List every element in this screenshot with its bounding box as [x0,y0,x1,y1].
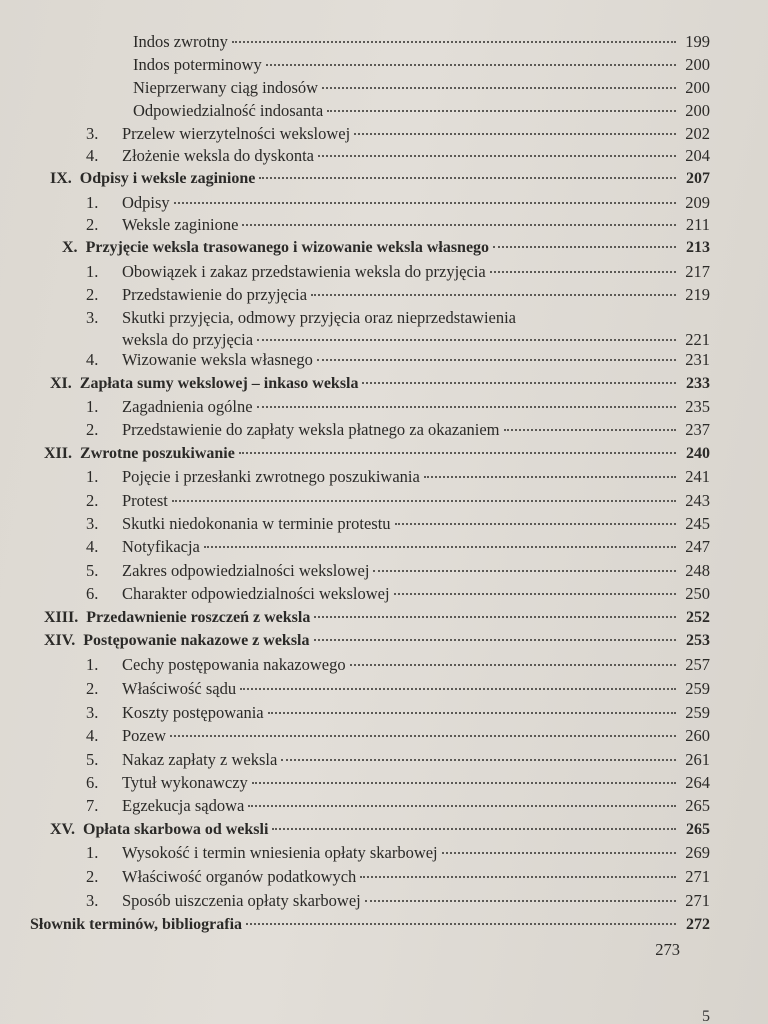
toc-entry-title: Skutki przyjęcia, odmowy przyjęcia oraz nieprzedstawienia [122,308,517,327]
toc-dot-leader [365,900,676,902]
toc-entry-title: Cechy postępowania nakazowego [122,655,346,674]
toc-entry-page: 260 [685,726,710,745]
toc-entry[interactable] [133,99,710,123]
toc-entry-page: 213 [686,239,710,256]
toc-entry-title: Odpowiedzialność indosanta [133,101,324,120]
toc-entry[interactable] [86,144,710,168]
toc-entry-number: 1. [86,397,99,416]
toc-entry-page: 252 [686,609,710,626]
toc-entry-number: XV. [50,821,76,838]
toc-entry-number: 2. [86,285,99,304]
toc-entry-page: 257 [685,655,710,674]
toc-entry[interactable] [133,30,710,54]
toc-entry-number: 1. [86,655,99,674]
toc-entry-page: 259 [685,679,710,698]
toc-entry-page: 265 [685,796,710,815]
toc-chapter[interactable] [50,372,710,396]
toc-entry-page: 247 [685,537,710,556]
toc-entry[interactable] [86,865,710,889]
toc-entry-title: Notyfikacja [122,537,200,556]
toc-entry-page: 202 [685,124,710,143]
toc-dot-leader [232,41,676,43]
toc-chapter[interactable] [44,629,710,653]
toc-dot-leader [239,452,676,454]
toc-entry-page: 200 [685,101,710,120]
toc-dot-leader [242,224,676,226]
toc-entry-page: 269 [685,843,710,862]
toc-entry-page: 235 [685,397,710,416]
toc-entry-title: Właściwość sądu [122,679,237,698]
toc-entry-page: 271 [685,891,710,910]
toc-dot-leader [170,735,676,737]
toc-entry-number: 6. [86,773,99,792]
toc-dot-leader [268,712,676,714]
toc-entry[interactable] [86,489,710,513]
toc-chapter[interactable] [44,442,710,466]
toc-dot-leader [327,110,676,112]
toc-entry-title: Obowiązek i zakaz przedstawienia weksla do przyjęcia [122,262,486,281]
toc-entry[interactable] [133,76,710,100]
toc-entry[interactable] [86,653,710,677]
toc-entry-number: 3. [86,308,99,327]
toc-dot-leader [314,616,676,618]
toc-entry-title: Przelew wierzytelności wekslowej [122,124,351,143]
toc-entry-page: 273 [655,940,680,959]
toc-entry[interactable] [86,771,710,795]
toc-entry-number: 4. [86,726,99,745]
toc-entry-number: 4. [86,537,99,556]
toc-dot-leader [350,664,676,666]
toc-entry-number: 1. [86,193,99,212]
toc-entry-number: 1. [86,262,99,281]
toc-entry-number: 2. [86,420,99,439]
toc-entry[interactable] [86,395,710,419]
toc-dot-leader [311,294,676,296]
toc-entry[interactable] [86,260,710,284]
toc-entry-page: 243 [685,491,710,510]
toc-entry-number: 3. [86,514,99,533]
toc-entry-page: 204 [685,146,710,165]
toc-entry-page: 265 [686,821,710,838]
toc-entry-page: 211 [685,215,710,234]
toc-entry-page: 207 [686,170,710,187]
toc-dot-leader [360,876,676,878]
toc-entry-title: Skutki niedokonania w terminie protestu [122,514,391,533]
toc-entry-title: Tytuł wykonawczy [122,773,248,792]
page-number: 5 [702,1008,710,1024]
toc-dot-leader [424,476,676,478]
toc-entry-page: 240 [686,445,710,462]
toc-entry-title: Charakter odpowiedzialności wekslowej [122,584,390,603]
toc-entry-title: Wysokość i termin wniesienia opłaty skarbowej [122,843,438,862]
toc-entry-page: 241 [685,467,710,486]
toc-entry[interactable] [86,724,710,748]
toc-entry-number: 2. [86,679,99,698]
toc-chapter[interactable] [62,236,710,260]
toc-entry-page: 272 [686,916,710,933]
toc-entry[interactable] [86,191,710,215]
toc-entry-title: Słownik terminów, bibliografia [30,916,243,933]
toc-dot-leader [395,523,676,525]
toc-entry-number: 1. [86,843,99,862]
toc-entry-page: 231 [685,350,710,369]
toc-entry-page: 264 [685,773,710,792]
toc-entry-number: X. [62,239,78,256]
toc-entry-number: 7. [86,796,99,815]
toc-dot-leader [490,271,676,273]
toc-entry-title: Opłata skarbowa od weksli [83,821,269,838]
toc-entry[interactable] [86,306,710,330]
toc-entry-page: 209 [685,193,710,212]
toc-chapter[interactable] [44,606,710,630]
toc-dot-leader [373,570,676,572]
toc-entry[interactable] [86,213,710,237]
toc-entry-page: 200 [685,78,710,97]
toc-dot-leader [252,782,676,784]
toc-dot-leader [248,805,676,807]
toc-entry[interactable] [86,348,710,372]
toc-dot-leader [314,639,677,641]
toc-entry-number: XIII. [44,609,79,626]
toc-entry-page: 237 [685,420,710,439]
toc-entry[interactable] [86,512,710,536]
toc-entry-title: Nakaz zapłaty z weksla [122,750,278,769]
toc-entry-number: XIV. [44,632,76,649]
toc-entry-page: 245 [685,514,710,533]
toc-dot-leader [504,429,676,431]
toc-entry-title: Właściwość organów podatkowych [122,867,357,886]
toc-dot-leader [204,546,676,548]
toc-chapter[interactable] [30,913,710,937]
toc-entry-title: Koszty postępowania [122,703,264,722]
toc-entry-number: 2. [86,867,99,886]
toc-chapter[interactable] [50,167,710,191]
toc-entry-page: 271 [685,867,710,886]
toc-entry-title: Odpisy i weksle zaginione [79,170,256,187]
toc-entry-page: 217 [685,262,710,281]
toc-entry-page: 233 [686,375,710,392]
toc-entry-title: Protest [122,491,168,510]
toc-entry-page: 200 [685,55,710,74]
toc-entry[interactable] [86,841,710,865]
toc-dot-leader [281,759,676,761]
toc-entry-title: Nieprzerwany ciąg indosów [133,78,319,97]
toc-entry-number: 1. [86,467,99,486]
toc-dot-leader [259,177,676,179]
toc-dot-leader [442,852,676,854]
toc-dot-leader [317,359,676,361]
toc-trailing-page [650,938,710,962]
toc-entry-number: XII. [44,445,73,462]
toc-entry-number: IX. [50,170,72,187]
toc-entry[interactable] [86,418,710,442]
toc-dot-leader [354,133,676,135]
toc-entry-title-continued: weksla do przyjęcia [122,330,254,349]
toc-entry-number: 6. [86,584,99,603]
toc-entry-title: Przedstawienie do zapłaty weksla płatnego za okazaniem [122,420,500,439]
toc-dot-leader [174,202,676,204]
toc-entry-title: Złożenie weksla do dyskonta [122,146,314,165]
toc-entry-title: Zapłata sumy wekslowej – inkaso weksla [79,375,359,392]
toc-entry[interactable] [133,53,710,77]
toc-entry-number: 2. [86,215,99,234]
toc-entry[interactable] [86,582,710,606]
toc-entry-page: 250 [685,584,710,603]
toc-entry[interactable] [86,748,710,772]
toc-entry-title: Weksle zaginione [122,215,239,234]
toc-entry[interactable] [86,535,710,559]
toc-entry-number: 4. [86,350,99,369]
toc-dot-leader [318,155,676,157]
toc-dot-leader [272,828,676,830]
toc-dot-leader [246,923,676,925]
toc-entry-title: Sposób uiszczenia opłaty skarbowej [122,891,361,910]
toc-chapter[interactable] [50,818,710,842]
toc-dot-leader [322,87,676,89]
toc-entry-title: Zakres odpowiedzialności wekslowej [122,561,370,580]
toc-entry-number: 3. [86,124,99,143]
toc-entry-title: Odpisy [122,193,170,212]
toc-entry-page: 259 [685,703,710,722]
toc-dot-leader [394,593,676,595]
toc-dot-leader [257,406,676,408]
toc-dot-leader [493,246,676,248]
toc-dot-leader [257,339,676,341]
toc-entry-title: Przedstawienie do przyjęcia [122,285,308,304]
toc-dot-leader [240,688,676,690]
toc-entry-title: Pojęcie i przesłanki zwrotnego poszukiwania [122,467,420,486]
toc-entry-number: XI. [50,375,72,392]
toc-entry-title: Wizowanie weksla własnego [122,350,313,369]
toc-entry-page: 219 [685,285,710,304]
toc-entry[interactable] [86,283,710,307]
toc-entry-title: Indos poterminowy [133,55,262,74]
toc-entry-page: 199 [685,32,710,51]
toc-entry-title: Egzekucja sądowa [122,796,245,815]
toc-entry-title: Indos zwrotny [133,32,228,51]
toc-entry[interactable] [86,677,710,701]
toc-entry-page: 253 [686,632,710,649]
toc-entry[interactable] [86,559,710,583]
toc-dot-leader [172,500,676,502]
toc-entry-title: Przyjęcie weksla trasowanego i wizowanie weksla własnego [85,239,490,256]
toc-entry-title: Zagadnienia ogólne [122,397,253,416]
toc-dot-leader [362,382,676,384]
toc-entry-page: 221 [685,330,710,349]
toc-entry[interactable] [86,122,710,146]
toc-entry-number: 5. [86,561,99,580]
toc-entry-number: 2. [86,491,99,510]
toc-entry-page: 248 [685,561,710,580]
toc-entry-page: 261 [685,750,710,769]
toc-entry[interactable] [86,465,710,489]
toc-entry[interactable] [86,889,710,913]
toc-entry-title: Pozew [122,726,166,745]
toc-entry-number: 3. [86,891,99,910]
toc-entry-title: Zwrotne poszukiwanie [80,445,235,462]
toc-entry-number: 5. [86,750,99,769]
toc-dot-leader [266,64,676,66]
toc-entry-number: 3. [86,703,99,722]
toc-entry-title: Przedawnienie roszczeń z weksla [86,609,311,626]
toc-entry[interactable] [86,794,710,818]
toc-entry-title: Postępowanie nakazowe z weksla [83,632,310,649]
toc-entry[interactable] [86,701,710,725]
toc-entry-number: 4. [86,146,99,165]
